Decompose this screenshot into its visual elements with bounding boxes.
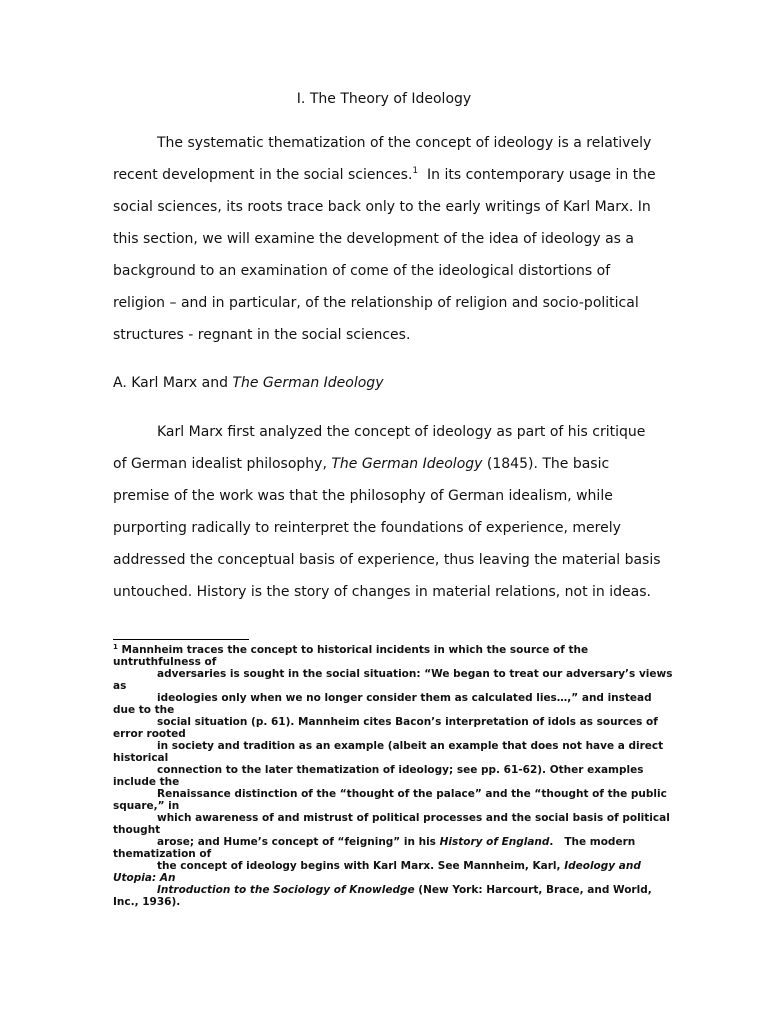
- footnote-line-8: error rooted: [113, 728, 186, 740]
- footnote-line-20: [113, 872, 175, 884]
- footnote-line-13: Renaissance distinction of the “thought of the palace” and the “thought of the public: [157, 788, 667, 800]
- paragraph-2-line-3: premise of the work was that the philosophy of German idealism, while: [113, 488, 613, 504]
- section-heading: I. The Theory of Ideology: [296, 91, 472, 107]
- subsection-heading: [113, 373, 383, 393]
- text-span: (New York: Harcourt, Brace, and World,: [414, 884, 652, 896]
- text-span: Mannheim traces the concept to historical incidents in which the source of the: [117, 644, 589, 656]
- text-span: (1845). The basic: [482, 456, 610, 472]
- paragraph-2-line-5: addressed the conceptual basis of experience, thus leaving the material basis: [113, 552, 661, 568]
- footnote-line-7: social situation (p. 61). Mannheim cites Bacon’s interpretation of idols as sources of: [157, 716, 658, 728]
- footnote-line-21: [157, 884, 652, 896]
- footnote-line-9: in society and tradition as an example (albeit an example that does not have a direct: [157, 740, 664, 752]
- book-title: Utopia: An: [113, 872, 176, 884]
- paragraph-1-line-1: The systematic thematization of the concept of ideology is a relatively: [157, 135, 652, 151]
- paragraph-1-line-3: social sciences, its roots trace back only to the early writings of Karl Marx. In: [113, 199, 651, 215]
- footnote-separator: [113, 639, 249, 640]
- paragraph-1-line-2: [113, 165, 656, 185]
- footnote-line-16: thought: [113, 824, 161, 836]
- footnote-reference[interactable]: 1: [412, 166, 419, 176]
- footnote-line-19: [157, 860, 641, 872]
- text-span: In its contemporary usage in the: [418, 167, 656, 183]
- footnote-line-14: square,” in: [113, 800, 180, 812]
- footnote-line-15: which awareness of and mistrust of political processes and the social basis of political: [157, 812, 670, 824]
- text-span: . The modern: [549, 836, 636, 848]
- paragraph-1-line-6: religion – and in particular, of the relationship of religion and socio-political: [113, 295, 639, 311]
- footnote-line-17: [157, 836, 635, 848]
- book-title: Introduction to the Sociology of Knowledge: [157, 884, 415, 896]
- text-span: recent development in the social sciences.: [113, 167, 413, 183]
- text-span: arose; and Hume’s concept of “feigning” in his: [157, 836, 440, 848]
- footnote-line-18: thematization of: [113, 848, 212, 860]
- footnote-line-6: due to the: [113, 704, 175, 716]
- footnote-line-11: connection to the later thematization of ideology; see pp. 61-62). Other examples: [157, 764, 644, 776]
- footnote-line-22: Inc., 1936).: [113, 896, 181, 908]
- paragraph-1-line-5: background to an examination of come of the ideological distortions of: [113, 263, 611, 279]
- footnote-line-10: historical: [113, 752, 169, 764]
- paragraph-2-line-1: Karl Marx first analyzed the concept of ideology as part of his critique: [157, 424, 646, 440]
- footnote-marker: 1: [113, 643, 118, 651]
- paragraph-2-line-2: [113, 454, 609, 474]
- book-title: Ideology and: [564, 860, 641, 872]
- book-title: The German Ideology: [232, 375, 384, 391]
- text-span: the concept of ideology begins with Karl Marx. See Mannheim, Karl,: [157, 860, 565, 872]
- book-title: The German Ideology: [331, 456, 483, 472]
- paragraph-1-line-7: structures - regnant in the social sciences.: [113, 327, 411, 343]
- footnote-line-1: [113, 644, 588, 656]
- footnote-line-2: untruthfulness of: [113, 656, 217, 668]
- footnote-line-4: as: [113, 680, 127, 692]
- footnote-line-12: include the: [113, 776, 180, 788]
- text-span: of German idealist philosophy,: [113, 456, 332, 472]
- footnote-line-3: adversaries is sought in the social situation: “We began to treat our adversary’s views: [157, 668, 673, 680]
- paragraph-1-line-4: this section, we will examine the development of the idea of ideology as a: [113, 231, 634, 247]
- footnote-line-5: ideologies only when we no longer consider them as calculated lies…,” and instead: [157, 692, 652, 704]
- paragraph-2-line-6: untouched. History is the story of changes in material relations, not in ideas.: [113, 584, 651, 600]
- text-span: A. Karl Marx and: [113, 375, 233, 391]
- book-title: History of England: [439, 836, 550, 848]
- paragraph-2-line-4: purporting radically to reinterpret the foundations of experience, merely: [113, 520, 621, 536]
